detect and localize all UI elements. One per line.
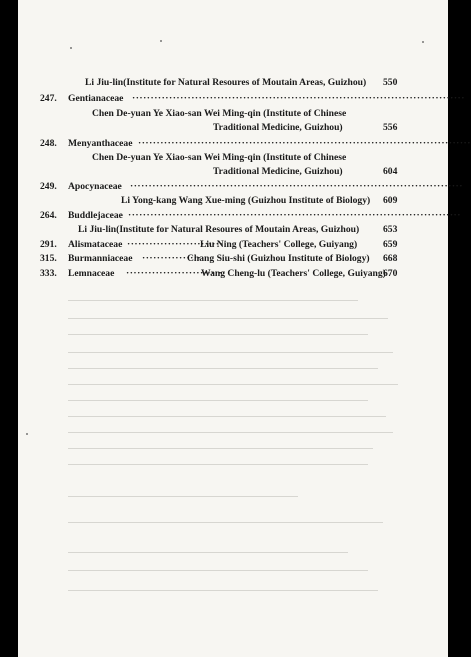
page-number: 668 — [383, 253, 398, 264]
leader-dots: ·························································································· — [128, 210, 461, 221]
author-text: Li Yong-kang Wang Xue-ming (Guizhou Institute of Biology) — [121, 195, 371, 206]
leader-dots: ·························································································· — [130, 181, 463, 192]
family-name: Burmanniaceae — [68, 253, 133, 264]
family-name: Gentianaceae — [68, 93, 124, 104]
author-text: Chen De-yuan Ye Xiao-san Wei Ming-qin (Institute of Chinese — [92, 108, 347, 119]
toc-author-line — [121, 195, 370, 207]
page-number: 556 — [383, 122, 398, 133]
author-text: Traditional Medicine, Guizhou) — [213, 122, 343, 133]
author-text: Chang Siu-shi (Guizhou Institute of Biology) — [187, 253, 370, 264]
family-name: Alismataceae — [68, 239, 123, 250]
author-text: Li Jiu-lin(Institute for Natural Resoures of Moutain Areas, Guizhou) — [85, 77, 367, 88]
toc-author-line — [92, 108, 346, 120]
entry-number: 291. — [40, 239, 57, 250]
page-number: 670 — [383, 268, 398, 279]
toc-author-line — [92, 152, 346, 164]
page-speck — [70, 47, 72, 49]
entry-number: 315. — [40, 253, 57, 264]
leader-dots: ··························· — [126, 268, 226, 279]
entry-number: 247. — [40, 93, 57, 104]
toc-author-line — [85, 77, 366, 89]
author-text: Wang Cheng-lu (Teachers' College, Guiyang) — [201, 268, 386, 279]
toc-author-line — [213, 122, 343, 134]
page-number: 604 — [383, 166, 398, 177]
leader-dots: ·························································································· — [138, 138, 471, 149]
entry-number: 248. — [40, 138, 57, 149]
page-number: 609 — [383, 195, 398, 206]
family-name: Menyanthaceae — [68, 138, 133, 149]
page-number: 550 — [383, 77, 398, 88]
author-text: Li Jiu-lin(Institute for Natural Resoures of Moutain Areas, Guizhou) — [78, 224, 360, 235]
document-page — [18, 0, 471, 657]
page-speck — [26, 433, 28, 435]
entry-number: 264. — [40, 210, 57, 221]
author-text: Liu Ning (Teachers' College, Guiyang) — [200, 239, 358, 250]
author-text: Chen De-yuan Ye Xiao-san Wei Ming-qin (Institute of Chinese — [92, 152, 347, 163]
family-name: Apocynaceae — [68, 181, 122, 192]
page-number: 659 — [383, 239, 398, 250]
leader-dots: ················ — [142, 253, 202, 264]
leader-dots: ·························· — [127, 239, 224, 250]
entry-number: 333. — [40, 268, 57, 279]
page-speck — [422, 41, 424, 43]
entry-number: 249. — [40, 181, 57, 192]
family-name: Lemnaceae — [68, 268, 115, 279]
toc-author-line — [78, 224, 359, 236]
toc-author-line — [213, 166, 343, 178]
author-text: Traditional Medicine, Guizhou) — [213, 166, 343, 177]
page-speck — [160, 40, 162, 42]
leader-dots: ·························································································· — [132, 93, 465, 104]
page-number: 653 — [383, 224, 398, 235]
family-name: Buddlejaceae — [68, 210, 123, 221]
